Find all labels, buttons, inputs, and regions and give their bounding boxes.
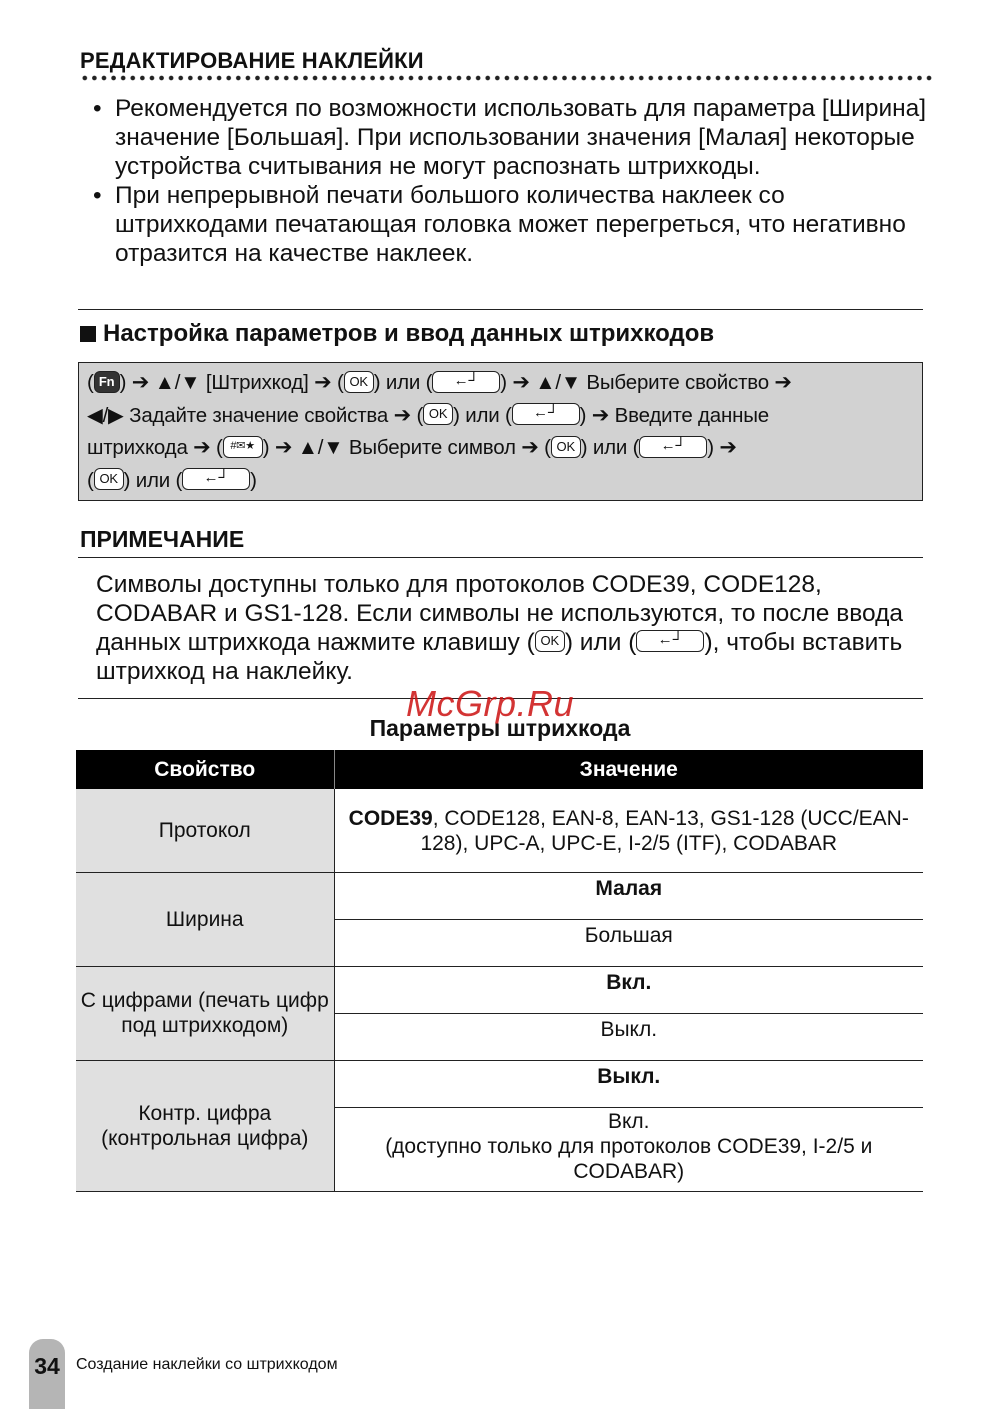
chapter-title: Создание наклейки со штрихкодом [76,1356,338,1373]
arrow-icon: ➔ [131,371,150,394]
enter-key-icon: ←┘ [432,371,500,393]
option-value: Вкл. [607,1109,650,1133]
page-number: 34 [29,1339,65,1409]
default-value: Вкл. [606,970,652,994]
bullet-text: Рекомендуется по возможности использовать для параметра [Ширина] значение [Большая]. При использовании значения [Малая] некоторые устройства считывания не могут распознать штрихкоды. [115,95,927,180]
table-row [76,1060,923,1107]
bullet-item [93,94,933,181]
value-check-default [334,1060,923,1107]
value-check-option [334,1107,923,1191]
enter-key-icon: ←┘ [636,630,704,652]
or-text: или [135,468,171,492]
step-text: Выберите свойство [586,371,769,394]
step-text: штрихкода [87,436,188,459]
up-down-icon: ▲/▼ [154,371,201,394]
bullet-mark: • [93,182,102,209]
subheading [80,320,714,348]
property-protocol: Протокол [76,789,334,872]
header-property: Свойство [76,750,334,789]
key-sequence-line: ◀/▶ Задайте значение свойства ➔ ( OK ) или ( ←┘ ) ➔ Введите данные [87,403,769,427]
note-text-part: Символы доступны только для протоколов CODE39, CODE128, CODABAR и GS1-128. Если символы не используются, то после ввода данных штрихкода нажмите клавишу ( [96,571,904,656]
key-sequence-line: ( OK ) или ( ←┘ ) [87,468,257,492]
value-width-default [334,872,923,919]
value-digits-default [334,966,923,1013]
bullet-item [93,181,933,268]
arrow-icon: ➔ [521,436,539,459]
table-title: Параметры штрихкода [369,715,631,741]
ok-key-icon: OK [551,436,581,458]
watermark: McGrp.Ru [406,683,575,724]
divider [78,557,923,558]
symbol-key-icon: #✉★ [223,436,263,458]
default-value: Выкл. [597,1064,661,1088]
default-value: Малая [595,876,663,900]
ok-key-icon: OK [344,371,374,393]
enter-key-icon: ←┘ [512,403,580,425]
dotted-divider [80,73,932,83]
property-check-digit: Контр. цифра (контрольная цифра) [76,1060,334,1191]
note-title: ПРИМЕЧАНИЕ [80,526,245,552]
value-width-option: Большая [334,919,923,966]
subheading-text: Настройка параметров и ввод данных штрихкодов [103,320,715,347]
arrow-icon: ➔ [274,436,293,459]
barcode-menu-text: [Штрихкод] [205,371,309,394]
bullet-text: При непрерывной печати большого количества наклеек со штрихкодами печатающая головка может перегреться, что негативно отразится на качестве наклеек. [115,182,906,267]
up-down-icon: ▲/▼ [297,436,344,459]
or-text: или [385,371,421,394]
arrow-icon: ➔ [193,436,211,459]
left-right-icon: ◀/▶ [87,403,124,427]
table-row [76,966,923,1013]
section-title: РЕДАКТИРОВАНИЕ НАКЛЕЙКИ [80,48,424,73]
option-note: (доступно только для протоколов CODE39, I-2/5 и CODABAR) [385,1134,873,1183]
table-row [76,872,923,919]
square-bullet-icon [80,326,96,342]
divider [78,309,923,310]
or-text: или [465,403,500,427]
note-text-part: ) или ( [564,629,637,656]
key-sequence-line: ( Fn ) ➔ ▲/▼ [Штрихкод] ➔ ( OK ) или ( ←┘ ) ➔ ▲/▼ Выберите свойство ➔ [87,371,792,394]
bullet-list [93,94,933,268]
fn-key-icon: Fn [94,371,120,393]
table-header-row [76,750,923,789]
arrow-icon: ➔ [314,371,332,394]
key-sequence-line: штрихкода ➔ ( #✉★ ) ➔ ▲/▼ Выберите символ ➔ ( OK ) или ( ←┘ ) ➔ [87,436,737,459]
or-text: или [592,436,628,459]
ok-key-icon: OK [423,403,453,425]
note-text-part: ), чтобы вставить штрихкод на наклейку. [96,629,903,685]
note-text [96,570,926,686]
ok-key-icon: OK [535,630,565,652]
table-row [76,789,923,872]
key-sequence-box [78,362,923,501]
other-values: , CODE128, EAN-8, EAN-13, GS1-128 (UCC/EAN-128), UPC-A, UPC-E, I-2/5 (ITF), CODABAR [420,806,909,855]
enter-key-icon: ←┘ [639,436,707,458]
enter-key-icon: ←┘ [182,468,250,490]
bullet-mark: • [93,95,102,122]
step-text: Введите данные [614,403,769,427]
up-down-icon: ▲/▼ [535,371,581,394]
value-digits-option: Выкл. [334,1013,923,1060]
default-value: CODE39 [348,806,433,830]
step-text: Выберите символ [348,436,516,459]
arrow-icon: ➔ [719,436,737,459]
value-protocol [334,789,923,872]
step-text: Задайте значение свойства [129,403,389,427]
barcode-parameters-table [76,750,923,1192]
property-width: Ширина [76,872,334,966]
arrow-icon: ➔ [591,403,610,427]
ok-key-icon: OK [94,468,124,490]
arrow-icon: ➔ [512,371,530,394]
property-digits: С цифрами (печать цифр под штрихкодом) [76,966,334,1060]
arrow-icon: ➔ [393,403,411,427]
header-value: Значение [334,750,923,789]
arrow-icon: ➔ [774,371,792,394]
